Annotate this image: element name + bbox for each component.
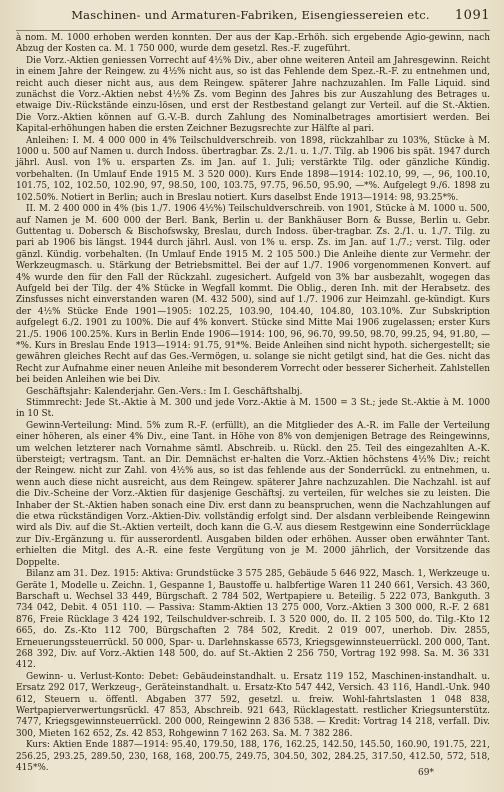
running-title: Maschinen- und Armaturen-Fabriken, Eisengiessereien etc. — [71, 8, 430, 22]
paragraph-gewinn-verlust: Gewinn- u. Verlust-Konto: Debet: Gebäudeinstandhalt. u. Ersatz 119 152, Maschinen-instandhalt. u. Ersatz 292 017, Werkzeug-, Geräteinstandhalt. u. Ersatz-Kto 547 442, Versich. 43 116, Handl.-Unk. 940 612, Steuern u. öffentl. Abgaben 377 592, gesetzl. u. freiw. Wohl-fahrtslasten 1 048 838, Wertpapierverwertungsrückl. 47 853, Abschreib. 921 643, Rücklagestatt. restlicher Kriegsunterstütz. 7477, Kriegsgewinnsteuerrückl. 200 000, Reingewinn 2 836 538. — Kredit: Vortrag 14 218, verfall. Div. 300, Mieten 162 652, Zs. 42 853, Rohgewinn 7 162 263. Sa. M. 7 382 286. — [16, 671, 490, 739]
paragraph-vorz-aktien: Die Vorz.-Aktien geniessen Vorrecht auf 4½% Div., aber ohne weiteren Anteil am Jahresgewinn. Reicht in einem Jahre der Reingew. zu 4½% nicht aus, so ist das Fehlende dem Spez.-R.-F. zu entnehmen und, reicht auch dieser nicht aus, aus dem Reingew. späterer Jahre nachzuzahlen. Im Falle Liquid. sind zunächst die Vorz.-Aktien nebst 4½% Zs. vom Beginn des Jahres bis zur Auszahlung des Betrages u. etwaige Div.-Rückstände einzu-lösen, und erst der Restbestand gelangt zur Verteil. auf die St.-Aktien. Die Vorz.-Aktien können auf G.-V.-B. durch Zahlung des Nominalbetrages amortisiert werden. Bei Kapital-erhöhungen haben die ersten Zeichner Bezugsrechte zur Hälfte al pari. — [16, 55, 490, 135]
paragraph-agio: à nom. M. 1000 erhoben werden konnten. Der aus der Kap.-Erhöh. sich ergebende Agio-gewinn, nach Abzug der Kosten ca. M. 1 750 000, wurde dem gesetzl. Res.-F. zugeführt. — [16, 33, 490, 55]
page-number: 1091 — [454, 8, 490, 23]
paragraph-stimmrecht: Stimmrecht: Jede St.-Aktie à M. 300 und jede Vorz.-Aktie à M. 1500 = 3 St.; jede St.-Aktie à M. 1000 in 10 St. — [16, 398, 490, 420]
signature-mark: 69* — [418, 768, 434, 778]
body-text — [16, 33, 490, 774]
paragraph-bilanz: Bilanz am 31. Dez. 1915: Aktiva: Grundstücke 3 575 285, Gebäude 5 646 922, Masch. 1, Werkzeuge u. Geräte 1, Modelle u. Zeichn. 1, Gespanne 1, Baustoffe u. halbfertige Waren 11 240 661, Versich. 43 360, Barschaft u. Wechsel 33 449, Bürgschaft. 2 784 502, Wertpapiere u. Beteilig. 5 222 073, Bankguth. 3 734 042, Debit. 4 051 110. — Passiva: Stamm-Aktien 13 275 000, Vorz.-Aktien 3 300 000, R.-F. 2 681 876, Freie Rücklage 3 424 192, Teilschuldver-schreib. I. 3 520 000, do. II. 2 105 500, do. Tilg.-Kto 12 665, do. Zs.-Kto 112 700, Bürgschaften 2 784 502, Kredit. 2 019 007, unerhob. Div. 2855, Erneuerungssteuerrückl. 50 000, Spar- u. Darlehnskasse 6573, Kriegsgewinnsteuerrückl. 200 000, Tant. 268 392, Div. auf Vorz.-Aktien 148 500, do. auf St.-Aktien 2 256 750, Vortrag 192 998. Sa. M. 36 331 412. — [16, 569, 490, 671]
paragraph-gewinn-verteilung: Gewinn-Verteilung: Mind. 5% zum R.-F. (erfüllt), an die Mitglieder des A.-R. im Falle der Verteilung einer höheren, als einer 4% Div., eine Tant. in Höhe von 8% von demjenigen Betrage des Reingewinns, um welchen letzterer nach Vornahme sämtl. Abschreib. u. Rückl. den 25. Teil des eingezahlten A.-K. übersteigt; vertragsm. Tant. an Dir. Demnächst er-halten die Vorz.-Aktien höchstens 4½% Div.; reicht der Reingew. nicht zur Zahl. von 4½% aus, so ist das fehlende aus der Sonderrückl. zu entnehmen, u. wenn auch diese nicht ausreicht, aus dem Reingew. späterer Jahre nachzuzahlen. Die Nachzahl. ist auf die Div.-Scheine der Vorz.-Aktien für dasjenige Geschäftsj. zu verteilen, für welches sie zu leisten. Die Inhaber der St.-Aktien haben sonach eine Div. erst dann zu beanspruchen, wenn die Nachzahlungen auf die etwa rückständigen Vorz.-Aktien-Div. vollständig erfolgt sind. Der alsdann verbleibende Reingewinn wird als Div. auf die St.-Aktien verteilt, doch kann die G.-V. aus diesem Restgewinn eine Sonderrücklage zur Div.-Ergänzung u. für ausserordentl. Ausgaben bilden oder erhöhen. Ausser oben erwähnter Tant. erhielten die Mitgl. des A.-R. eine feste Vergütung von je M. 2000 jährlich, der Vorsitzende das Doppelte. — [16, 420, 490, 568]
paragraph-anleihe-1: Anleihen: I. M. 4 000 000 in 4% Teilschuldverschreib. von 1898, rückzahlbar zu 103%, Stücke à M. 1000 u. 500 auf Namen u. durch Indoss. übertragbar. Zs. 2./1. u. 1./7. Tilg. ab 1906 bis spät. 1947 durch jährl. Ausl. von 1% u. ersparten Zs. im Jan. auf 1. Juli; verstärkte Tilg. oder gänzliche Kündig. vorbehalten. (In Umlauf Ende 1915 M. 3 520 000). Kurs Ende 1898—1914: 102.10, 99, —, 96, 100.10, 101.75, 102, 102.50, 102.90, 97, 98.50, 100, 103.75, 97.75, 96.50, 95.90, —*%. Aufgelegt 9./6. 1898 zu 102.50%. Notiert in Berlin; auch in Breslau notiert. Kurs daselbst Ende 1913—1914: 98, 93.25*%. — [16, 135, 490, 203]
paragraph-geschaeftsjahr: Geschäftsjahr: Kalenderjahr. Gen.-Vers.: Im I. Geschäftshalbj. — [26, 386, 303, 397]
paragraph-kurs: Kurs: Aktien Ende 1887—1914: 95.40, 179.50, 188, 176, 162.25, 142.50, 145.50, 160.90, 191.75, 221, 256.25, 293.25, 289.50, 230, 168, 168, 200.75, 249.75, 304.50, 302, 284.25, 317.50, 412.50, 572, 518, 415*%. — [16, 740, 490, 773]
page-header — [16, 8, 490, 31]
paragraph-anleihe-2: II. M. 2 400 000 in 4% (bis 1./7. 1906 4½%) Teilschuldverschreib. von 1901, Stücke à M. 1000 u. 500, auf Namen je M. 600 000 der Berl. Bank, Berlin u. der Bankhäuser Born & Busse, Berlin u. Gebr. Guttentag u. Dobersch & Bischofswsky, Breslau, durch Indoss. über-tragbar. Zs. 2./1. u. 1./7. Tilg. zu pari ab 1906 bis längst. 1944 durch jährl. Ausl. von 1% u. ersp. Zs. im Jan. auf 1./7.; verst. Tilg. oder gänzl. Kündig. vorbehalten. (In Umlauf Ende 1915 M. 2 105 500.) Die Anleihe diente zur Vermehr. der Werkzeugmasch. u. Stärkung der Betriebsmittel. Bei der auf 1./7. 1906 vorgenommenen Konvert. auf 4% wurde den für den Fall der Rückzahl. zugesichert. Aufgeld von 3% bar ausbezahlt, wogegen das Aufgeld bei der Tilg. der 4% Stücke in Wegfall kommt. Die Oblig., deren Inh. mit der Herabsetz. des Zinsfusses nicht einverstanden waren (M. 432 500), sind auf 1./7. 1906 zur Heimzahl. ge-kündigt. Kurs der 4½% Stücke Ende 1901—1905: 102.25, 103.90, 104.40, 104.80, 103.10%. Zur Subskription aufgelegt 6./2. 1901 zu 100%. Die auf 4% konvert. Stücke sind Mitte Mai 1906 zugelassen; erster Kurs 21./5. 1906 100.25%. Kurs in Berlin Ende 1906—1914: 100, 96, 96.70, 99.50, 98.70, 99.25, 94, 91.80, —*%. Kurs in Breslau Ende 1913—1914: 91.75, 91*%. Beide Anleihen sind nicht hypoth. sichergestellt; sie gewähren gleiches Recht auf das Ges.-Vermögen, u. solange sie nicht getilgt sind, hat die Ges. nicht das Recht zur Aufnahme einer neuen Anleihe mit besonderem Vorrecht oder besserer Sicherheit. Zahlstellen bei beiden Anleihen wie bei Div. — [16, 204, 490, 386]
